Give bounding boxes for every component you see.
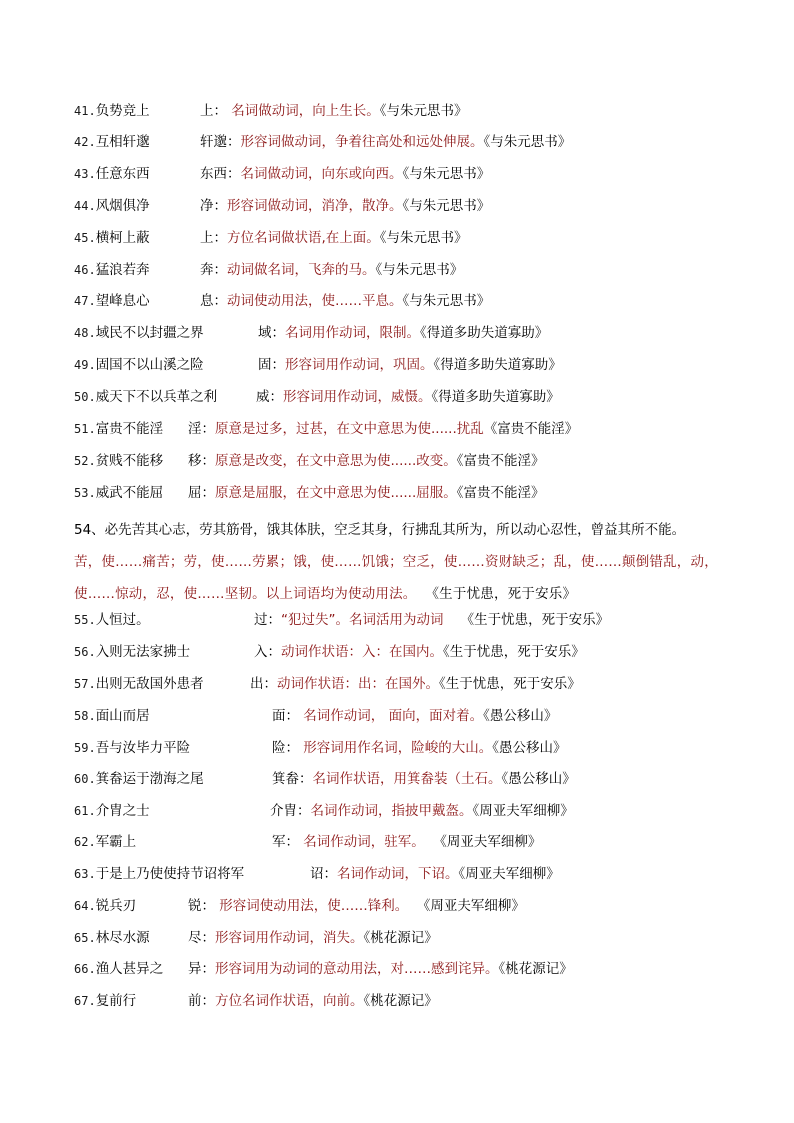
- entry-key-word: 诏：名词作动词，下诏。《周亚夫军细柳》: [310, 866, 560, 882]
- entry-phrase: 吾与汝毕力平险: [95, 740, 191, 756]
- entry-explanation: 动词作状语：出：在国外。: [277, 676, 439, 692]
- entry-key-word: 净：形容词做动词，消净，散净。《与朱元思书》: [200, 198, 491, 214]
- entry-number: 62.: [74, 835, 96, 849]
- entry-explanation: “犯过失”。名词活用为动词: [281, 612, 444, 628]
- entry-50: [74, 386, 754, 408]
- entry-explanation: 名词做动词，向上生长。: [227, 103, 380, 119]
- entry-58: [74, 705, 754, 727]
- entry-number: 43.: [74, 167, 96, 181]
- entry-source: 《愚公移山》: [501, 771, 576, 787]
- entry-51: [74, 418, 754, 440]
- entry-source: 《得道多助失道寡助》: [431, 389, 560, 405]
- entry-explanation: 原意是屈服，在文中意思为使......屈服。: [215, 485, 457, 501]
- entry-number: 59.: [74, 741, 96, 755]
- entry-number: 60.: [74, 772, 96, 786]
- entry-key-word: 前：方位名词作状语，向前。《桃花源记》: [188, 993, 438, 1009]
- entry-key-word: 屈：原意是屈服，在文中意思为使......屈服。《富贵不能淫》: [188, 485, 545, 501]
- entry-explanation: 形容词用作动词，巩固。: [285, 357, 434, 373]
- entry-42: [74, 131, 754, 153]
- entry-key-word: 异：形容词用为动词的意动用法，对……感到诧异。《桃花源记》: [188, 961, 573, 977]
- entry-56: [74, 641, 754, 663]
- entry-46: [74, 259, 754, 281]
- entry-62: [74, 831, 754, 853]
- entry-source: 《生于忧患，死于安乐》: [439, 676, 581, 692]
- entry-phrase: 人恒过。: [95, 612, 150, 628]
- entry-explanation: 名词作动词，指披甲戴盔。: [310, 803, 473, 819]
- entry-key-word: 威：形容词用作动词，威慑。《得道多助失道寡助》: [256, 389, 560, 405]
- entry-explanation: 原意是改变，在文中意思为使......改变。: [215, 453, 457, 469]
- entry-63: [74, 863, 754, 885]
- entry-explanation: 形容词做动词，消净，散净。: [227, 198, 403, 214]
- entry-phrase: 互相轩邈: [95, 134, 150, 150]
- entry-phrase: 威武不能屈: [95, 485, 164, 501]
- entry-source: 《生于忧患，死于安乐》: [443, 644, 585, 660]
- entry-source: 《愚公移山》: [492, 740, 567, 756]
- entry-key-word: 锐： 形容词使动用法，使……锋利。 《周亚夫军细柳》: [188, 898, 525, 914]
- entry-explanation: 名词作动词，下诏。: [337, 866, 459, 882]
- entry-key-word: 过：“犯过失”。名词活用为动词 《生于忧患，死于安乐》: [254, 612, 610, 628]
- entry-number: 41.: [74, 104, 96, 118]
- entry-explanation: 动词使动用法，使……平息。: [227, 293, 403, 309]
- entry-source: 《生于忧患，死于安乐》: [460, 612, 610, 628]
- entry-source: 《与朱元思书》: [402, 293, 491, 309]
- entry-phrase: 负势竞上: [95, 103, 150, 119]
- entry-key-word: 箕畚：名词作状语，用箕畚装（土石。《愚公移山》: [272, 771, 576, 787]
- entry-source: 《桃花源记》: [363, 993, 438, 1009]
- entry-number: 67.: [74, 994, 96, 1008]
- entry-48: [74, 322, 754, 344]
- entry-source: 《桃花源记》: [498, 961, 573, 977]
- entry-source: 《愚公移山》: [483, 708, 558, 724]
- entry-key-word: 介胄：名词作动词，指披甲戴盔。《周亚夫军细柳》: [270, 803, 574, 819]
- entry-number: 50.: [74, 390, 96, 404]
- entry-explanation: 名词用作动词，限制。: [285, 325, 420, 341]
- entry-phrase: 横柯上蔽: [95, 230, 150, 246]
- entry-key-word: 面： 名词作动词， 面向，面对着。《愚公移山》: [272, 708, 558, 724]
- entry-explanation: 形容词用为动词的意动用法，对……感到诧异。: [215, 961, 499, 977]
- entry-number: 58.: [74, 709, 96, 723]
- entry-number: 65.: [74, 931, 96, 945]
- entry-number: 56.: [74, 645, 96, 659]
- entry-source: 《周亚夫军细柳》: [433, 834, 542, 850]
- entry-key-word: 东西：名词做动词，向东或向西。《与朱元思书》: [200, 166, 491, 182]
- entry-source: 《与朱元思书》: [402, 198, 491, 214]
- entry-47: [74, 290, 754, 312]
- entry-phrase: 任意东西: [95, 166, 150, 182]
- entry-explanation: 名词作动词， 面向，面对着。: [299, 708, 484, 724]
- entry-explanation: 形容词用作动词，威慑。: [283, 389, 432, 405]
- entry-source: 《得道多助失道寡助》: [420, 325, 549, 341]
- entry-54-sentence: 54、必先苦其心志，劳其筋骨，饿其体肤，空乏其身，行拂乱其所为，所以动心忍性，曾益其所不能。: [74, 522, 686, 538]
- entry-source: 《与朱元思书》: [402, 166, 491, 182]
- entry-phrase: 威天下不以兵革之利: [95, 389, 218, 405]
- entry-number: 63.: [74, 867, 96, 881]
- entry-phrase: 富贵不能淫: [95, 421, 164, 437]
- entry-number: 46.: [74, 263, 96, 277]
- entry-65: [74, 927, 754, 949]
- entry-source: 《富贵不能淫》: [483, 421, 579, 437]
- entry-number: 45.: [74, 231, 96, 245]
- entry-phrase: 箕畚运于渤海之尾: [95, 771, 204, 787]
- entry-phrase: 入则无法家拂士: [95, 644, 191, 660]
- entry-source: 《富贵不能淫》: [456, 485, 545, 501]
- entry-source: 《与朱元思书》: [379, 103, 468, 119]
- entry-phrase: 固国不以山溪之险: [95, 357, 204, 373]
- entry-44: [74, 195, 754, 217]
- entry-66: [74, 958, 754, 980]
- entry-key-word: 军： 名词作动词，驻军。 《周亚夫军细柳》: [272, 834, 542, 850]
- entry-explanation: 形容词使动用法，使……锋利。: [215, 898, 409, 914]
- entry-phrase: 猛浪若奔: [95, 262, 150, 278]
- entry-source: 《周亚夫军细柳》: [416, 898, 525, 914]
- entry-phrase: 面山而居: [95, 708, 150, 724]
- entry-54-explanation: 苦，使……痛苦；劳，使……劳累；饿，使……饥饿；空乏，使……资财缺乏；乱，使……颠倒错乱，动，: [74, 554, 718, 570]
- entry-53: [74, 482, 754, 504]
- entry-number: 49.: [74, 358, 96, 372]
- entry-52: [74, 450, 754, 472]
- entry-source: 《与朱元思书》: [483, 134, 572, 150]
- entry-source: 《富贵不能淫》: [456, 453, 545, 469]
- entry-57: [74, 673, 754, 695]
- entry-phrase: 复前行: [95, 993, 137, 1009]
- entry-phrase: 贫贱不能移: [95, 453, 164, 469]
- entry-number: 61.: [74, 804, 96, 818]
- entry-59: [74, 737, 754, 759]
- entry-explanation: 形容词用作动词，消失。: [215, 930, 364, 946]
- entry-49: [74, 354, 754, 376]
- entry-45: [74, 227, 754, 249]
- entry-key-word: 尽：形容词用作动词，消失。《桃花源记》: [188, 930, 438, 946]
- entry-number: 47.: [74, 294, 96, 308]
- entry-55: [74, 609, 754, 631]
- entry-number: 51.: [74, 422, 96, 436]
- entry-source: 《得道多助失道寡助》: [433, 357, 562, 373]
- entry-number: 66.: [74, 962, 96, 976]
- entry-explanation: 动词做名词，飞奔的马。: [227, 262, 376, 278]
- entry-key-word: 息：动词使动用法，使……平息。《与朱元思书》: [200, 293, 491, 309]
- entry-number: 57.: [74, 677, 96, 691]
- entry-54-explanation-cont: 使……惊动，忍，使……坚韧。以上词语均为使动用法。: [74, 586, 417, 602]
- entry-explanation: 方位名词做状语,在上面。: [227, 230, 380, 246]
- entry-key-word: 上：方位名词做状语,在上面。《与朱元思书》: [200, 230, 468, 246]
- entry-number: 48.: [74, 326, 96, 340]
- entry-phrase: 介胄之士: [95, 803, 150, 819]
- entry-source: 《与朱元思书》: [379, 230, 468, 246]
- entry-key-word: 上： 名词做动词，向上生长。《与朱元思书》: [200, 103, 468, 119]
- entry-54: [74, 514, 754, 610]
- entry-key-word: 域：名词用作动词，限制。《得道多助失道寡助》: [258, 325, 549, 341]
- entry-number: 42.: [74, 135, 96, 149]
- entry-phrase: 风烟俱净: [95, 198, 150, 214]
- entry-explanation: 形容词用作名词，险峻的大山。: [299, 740, 493, 756]
- entry-60: [74, 768, 754, 790]
- entry-key-word: 入：动词作状语：入：在国内。《生于忧患，死于安乐》: [254, 644, 585, 660]
- entry-phrase: 林尽水源: [95, 930, 150, 946]
- entry-number: 64.: [74, 899, 96, 913]
- entry-explanation: 原意是过多，过甚，在文中意思为使......扰乱: [215, 421, 484, 437]
- entry-explanation: 名词作状语，用箕畚装（土石。: [312, 771, 502, 787]
- entry-phrase: 锐兵刃: [95, 898, 137, 914]
- entry-source: 《周亚夫军细柳》: [472, 803, 574, 819]
- entry-explanation: 名词作动词，驻军。: [299, 834, 425, 850]
- entry-phrase: 出则无敌国外患者: [95, 676, 204, 692]
- entry-source: 《与朱元思书》: [375, 262, 464, 278]
- entry-phrase: 渔人甚异之: [95, 961, 164, 977]
- entry-phrase: 于是上乃使使持节诏将军: [95, 866, 245, 882]
- entry-61: [74, 800, 754, 822]
- entry-43: [74, 163, 754, 185]
- entry-key-word: 移：原意是改变，在文中意思为使......改变。《富贵不能淫》: [188, 453, 545, 469]
- entry-key-word: 轩邈：形容词做动词，争着往高处和远处伸展。《与朱元思书》: [200, 134, 572, 150]
- entry-explanation: 动词作状语：入：在国内。: [281, 644, 443, 660]
- entry-key-word: 淫：原意是过多，过甚，在文中意思为使......扰乱《富贵不能淫》: [188, 421, 579, 437]
- entry-number: 44.: [74, 199, 96, 213]
- entry-explanation: 形容词做动词，争着往高处和远处伸展。: [240, 134, 484, 150]
- entry-41: [74, 100, 754, 122]
- entry-64: [74, 895, 754, 917]
- entry-phrase: 望峰息心: [95, 293, 150, 309]
- entry-54-source: 《生于忧患，死于安乐》: [425, 586, 577, 602]
- entry-explanation: 方位名词作状语，向前。: [215, 993, 364, 1009]
- entry-key-word: 奔：动词做名词，飞奔的马。《与朱元思书》: [200, 262, 464, 278]
- entry-source: 《桃花源记》: [363, 930, 438, 946]
- entry-source: 《周亚夫军细柳》: [458, 866, 560, 882]
- entry-explanation: 名词做动词，向东或向西。: [240, 166, 403, 182]
- entry-number: 53.: [74, 486, 96, 500]
- entry-key-word: 险： 形容词用作名词，险峻的大山。《愚公移山》: [272, 740, 567, 756]
- entry-number: 55.: [74, 613, 96, 627]
- entry-key-word: 固：形容词用作动词，巩固。《得道多助失道寡助》: [258, 357, 562, 373]
- entry-number: 52.: [74, 454, 96, 468]
- entry-key-word: 出：动词作状语：出：在国外。《生于忧患，死于安乐》: [250, 676, 581, 692]
- entry-phrase: 域民不以封疆之界: [95, 325, 204, 341]
- entry-phrase: 军霸上: [95, 834, 137, 850]
- entry-67: [74, 990, 754, 1012]
